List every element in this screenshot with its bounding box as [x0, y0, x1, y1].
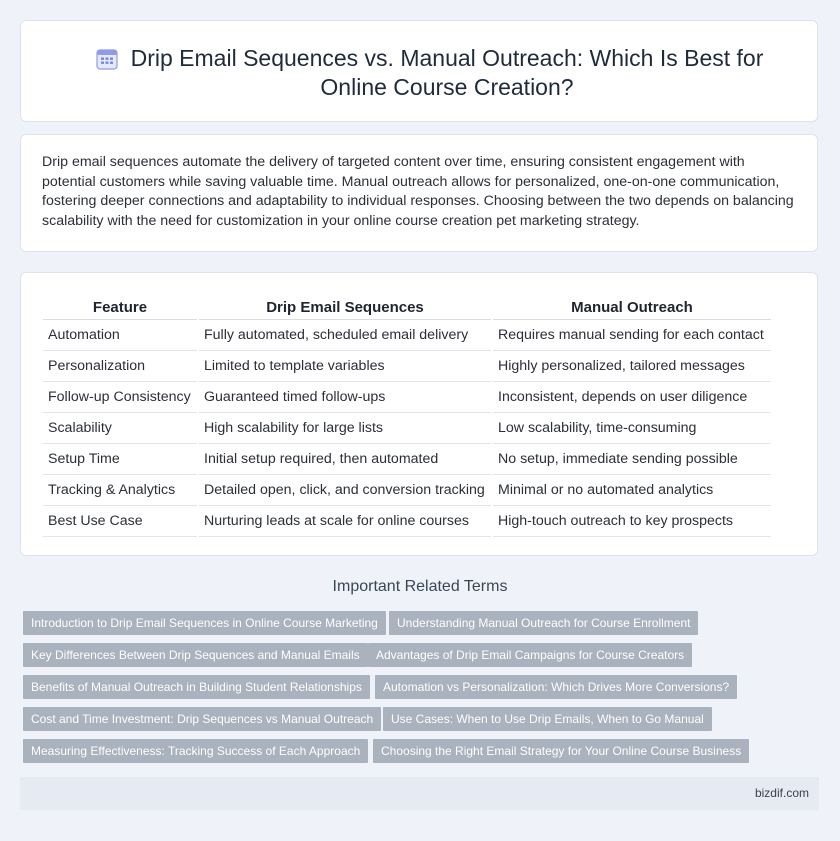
table-cell: Scalability [43, 413, 198, 444]
table-cell: No setup, immediate sending possible [492, 444, 771, 475]
header-feature: Feature [43, 295, 198, 320]
related-tag[interactable]: Understanding Manual Outreach for Course Enrollment [389, 611, 698, 635]
table-cell: Limited to template variables [198, 351, 492, 382]
table-cell: Detailed open, click, and conversion tracking [198, 475, 492, 506]
table-cell: High-touch outreach to key prospects [492, 506, 771, 537]
related-tag[interactable]: Choosing the Right Email Strategy for Your Online Course Business [373, 739, 749, 763]
table-cell: Guaranteed timed follow-ups [198, 382, 492, 413]
related-tag[interactable]: Key Differences Between Drip Sequences and Manual Emails [23, 643, 368, 667]
related-tag[interactable]: Benefits of Manual Outreach in Building Student Relationships [23, 675, 370, 699]
table-cell: Tracking & Analytics [43, 475, 198, 506]
table-cell: Setup Time [43, 444, 198, 475]
table-cell: Best Use Case [43, 506, 198, 537]
intro-card [20, 134, 818, 252]
header-drip-email: Drip Email Sequences [198, 295, 492, 320]
related-tag[interactable]: Advantages of Drip Email Campaigns for Course Creators [368, 643, 692, 667]
table-cell: Initial setup required, then automated [198, 444, 492, 475]
related-tag[interactable]: Automation vs Personalization: Which Drives More Conversions? [375, 675, 737, 699]
table-row [43, 413, 771, 444]
footer [20, 777, 819, 810]
related-tag[interactable]: Introduction to Drip Email Sequences in Online Course Marketing [23, 611, 386, 635]
table-row [43, 382, 771, 413]
table-cell: Minimal or no automated analytics [492, 475, 771, 506]
related-tag[interactable]: Use Cases: When to Use Drip Emails, When to Go Manual [383, 707, 712, 731]
intro-paragraph: Drip email sequences automate the delivery of targeted content over time, ensuring consistent engagement with potential customers while saving valuable time. Manual outreach allows for personalized, one-on-one communication, fostering deeper connections and adaptability to individual responses. Choosing between the two depends on balancing scalability with the need for customization in your online course creation pet marketing strategy. [42, 154, 794, 229]
comparison-card [20, 272, 818, 556]
table-cell: Low scalability, time-consuming [492, 413, 771, 444]
site-link[interactable]: bizdif.com [754, 786, 809, 800]
table-cell: Nurturing leads at scale for online courses [198, 506, 492, 537]
table-row [43, 320, 771, 351]
table-header-row [43, 295, 771, 320]
table-row [43, 475, 771, 506]
table-cell: Requires manual sending for each contact [492, 320, 771, 351]
table-cell: Automation [43, 320, 198, 351]
related-terms-title: Important Related Terms [332, 578, 508, 595]
related-tag[interactable]: Measuring Effectiveness: Tracking Success of Each Approach [23, 739, 368, 763]
table-cell: Follow-up Consistency [43, 382, 198, 413]
table-row [43, 444, 771, 475]
table-cell: Personalization [43, 351, 198, 382]
table-cell: Fully automated, scheduled email delivery [198, 320, 492, 351]
header-manual-outreach: Manual Outreach [492, 295, 771, 320]
title-card [20, 20, 818, 122]
comparison-table [43, 295, 771, 537]
table-cell: Highly personalized, tailored messages [492, 351, 771, 382]
table-cell: High scalability for large lists [198, 413, 492, 444]
table-row [43, 506, 771, 537]
related-tag[interactable]: Cost and Time Investment: Drip Sequences vs Manual Outreach [23, 707, 381, 731]
page-title: Drip Email Sequences vs. Manual Outreach: Which Is Best for Online Course Creation? [130, 45, 764, 100]
table-cell: Inconsistent, depends on user diligence [492, 382, 771, 413]
table-row [43, 351, 771, 382]
